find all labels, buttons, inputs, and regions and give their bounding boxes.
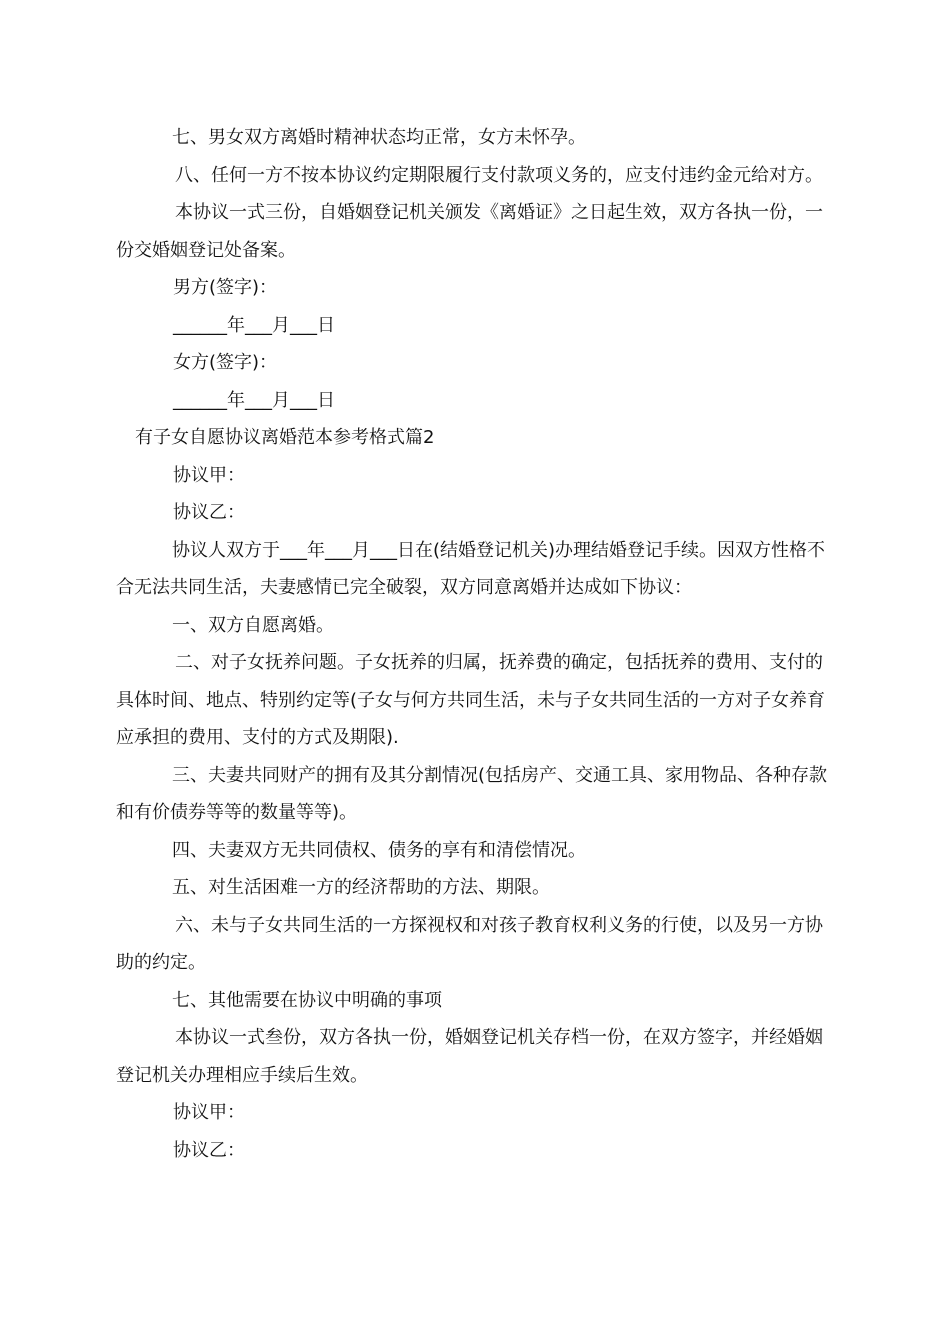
male-date-line: ______年___月___日: [173, 314, 335, 336]
female-signature-line: 女方(签字)：: [173, 352, 278, 373]
party-b-signature: 协议乙：: [173, 1139, 245, 1161]
clause-seven-other: 七、其他需要在协议中明确的事项: [172, 989, 442, 1011]
clause-eight-penalty: 八、任何一方不按本协议约定期限履行支付款项义务的，应支付违约金元给对方。: [175, 164, 823, 186]
clause-four-debts: 四、夫妻双方无共同债权、债务的享有和清偿情况。: [172, 839, 586, 861]
agreement-effect-clause: 本协议一式叁份，双方各执一份，婚姻登记机关存档一份，在双方签字，并经婚姻登记机关办理相应手续后生效。: [116, 1027, 823, 1086]
clause-seven-mental-state: 七、男女双方离婚时精神状态均正常，女方未怀孕。: [172, 127, 586, 148]
party-a-label: 协议甲：: [173, 464, 245, 486]
female-date-line: ______年___月___日: [173, 389, 335, 411]
agreement-copies-clause: 本协议一式三份，自婚姻登记机关颁发《离婚证》之日起生效，双方各执一份，一份交婚姻登记处备案。: [116, 202, 823, 261]
preamble-paragraph: 协议人双方于___年___月___日在(结婚登记机关)办理结婚登记手续。因双方性格不合无法共同生活，夫妻感情已完全破裂，双方同意离婚并达成如下协议：: [116, 539, 826, 598]
section-heading: 有子女自愿协议离婚范本参考格式篇2: [135, 427, 435, 448]
party-a-signature: 协议甲：: [173, 1102, 245, 1123]
clause-three-property: 三、夫妻共同财产的拥有及其分割情况(包括房产、交通工具、家用物品、各种存款和有价债券等等的数量等等)。: [116, 764, 828, 823]
party-b-label: 协议乙：: [173, 502, 245, 523]
clause-one: 一、双方自愿离婚。: [172, 614, 334, 636]
male-signature-line: 男方(签字)：: [173, 277, 278, 298]
clause-two-child-support: 二、对子女抚养问题。子女抚养的归属，抚养费的确定，包括抚养的费用、支付的具体时间、地点、特别约定等(子女与何方共同生活，未与子女共同生活的一方对子女养育应承担的费用、支付的方式及期限).: [116, 652, 826, 748]
clause-six-visitation: 六、未与子女共同生活的一方探视权和对孩子教育权利义务的行使，以及另一方协助的约定。: [116, 914, 823, 973]
clause-five-assistance: 五、对生活困难一方的经济帮助的方法、期限。: [172, 877, 550, 898]
document-body: [116, 119, 840, 1169]
